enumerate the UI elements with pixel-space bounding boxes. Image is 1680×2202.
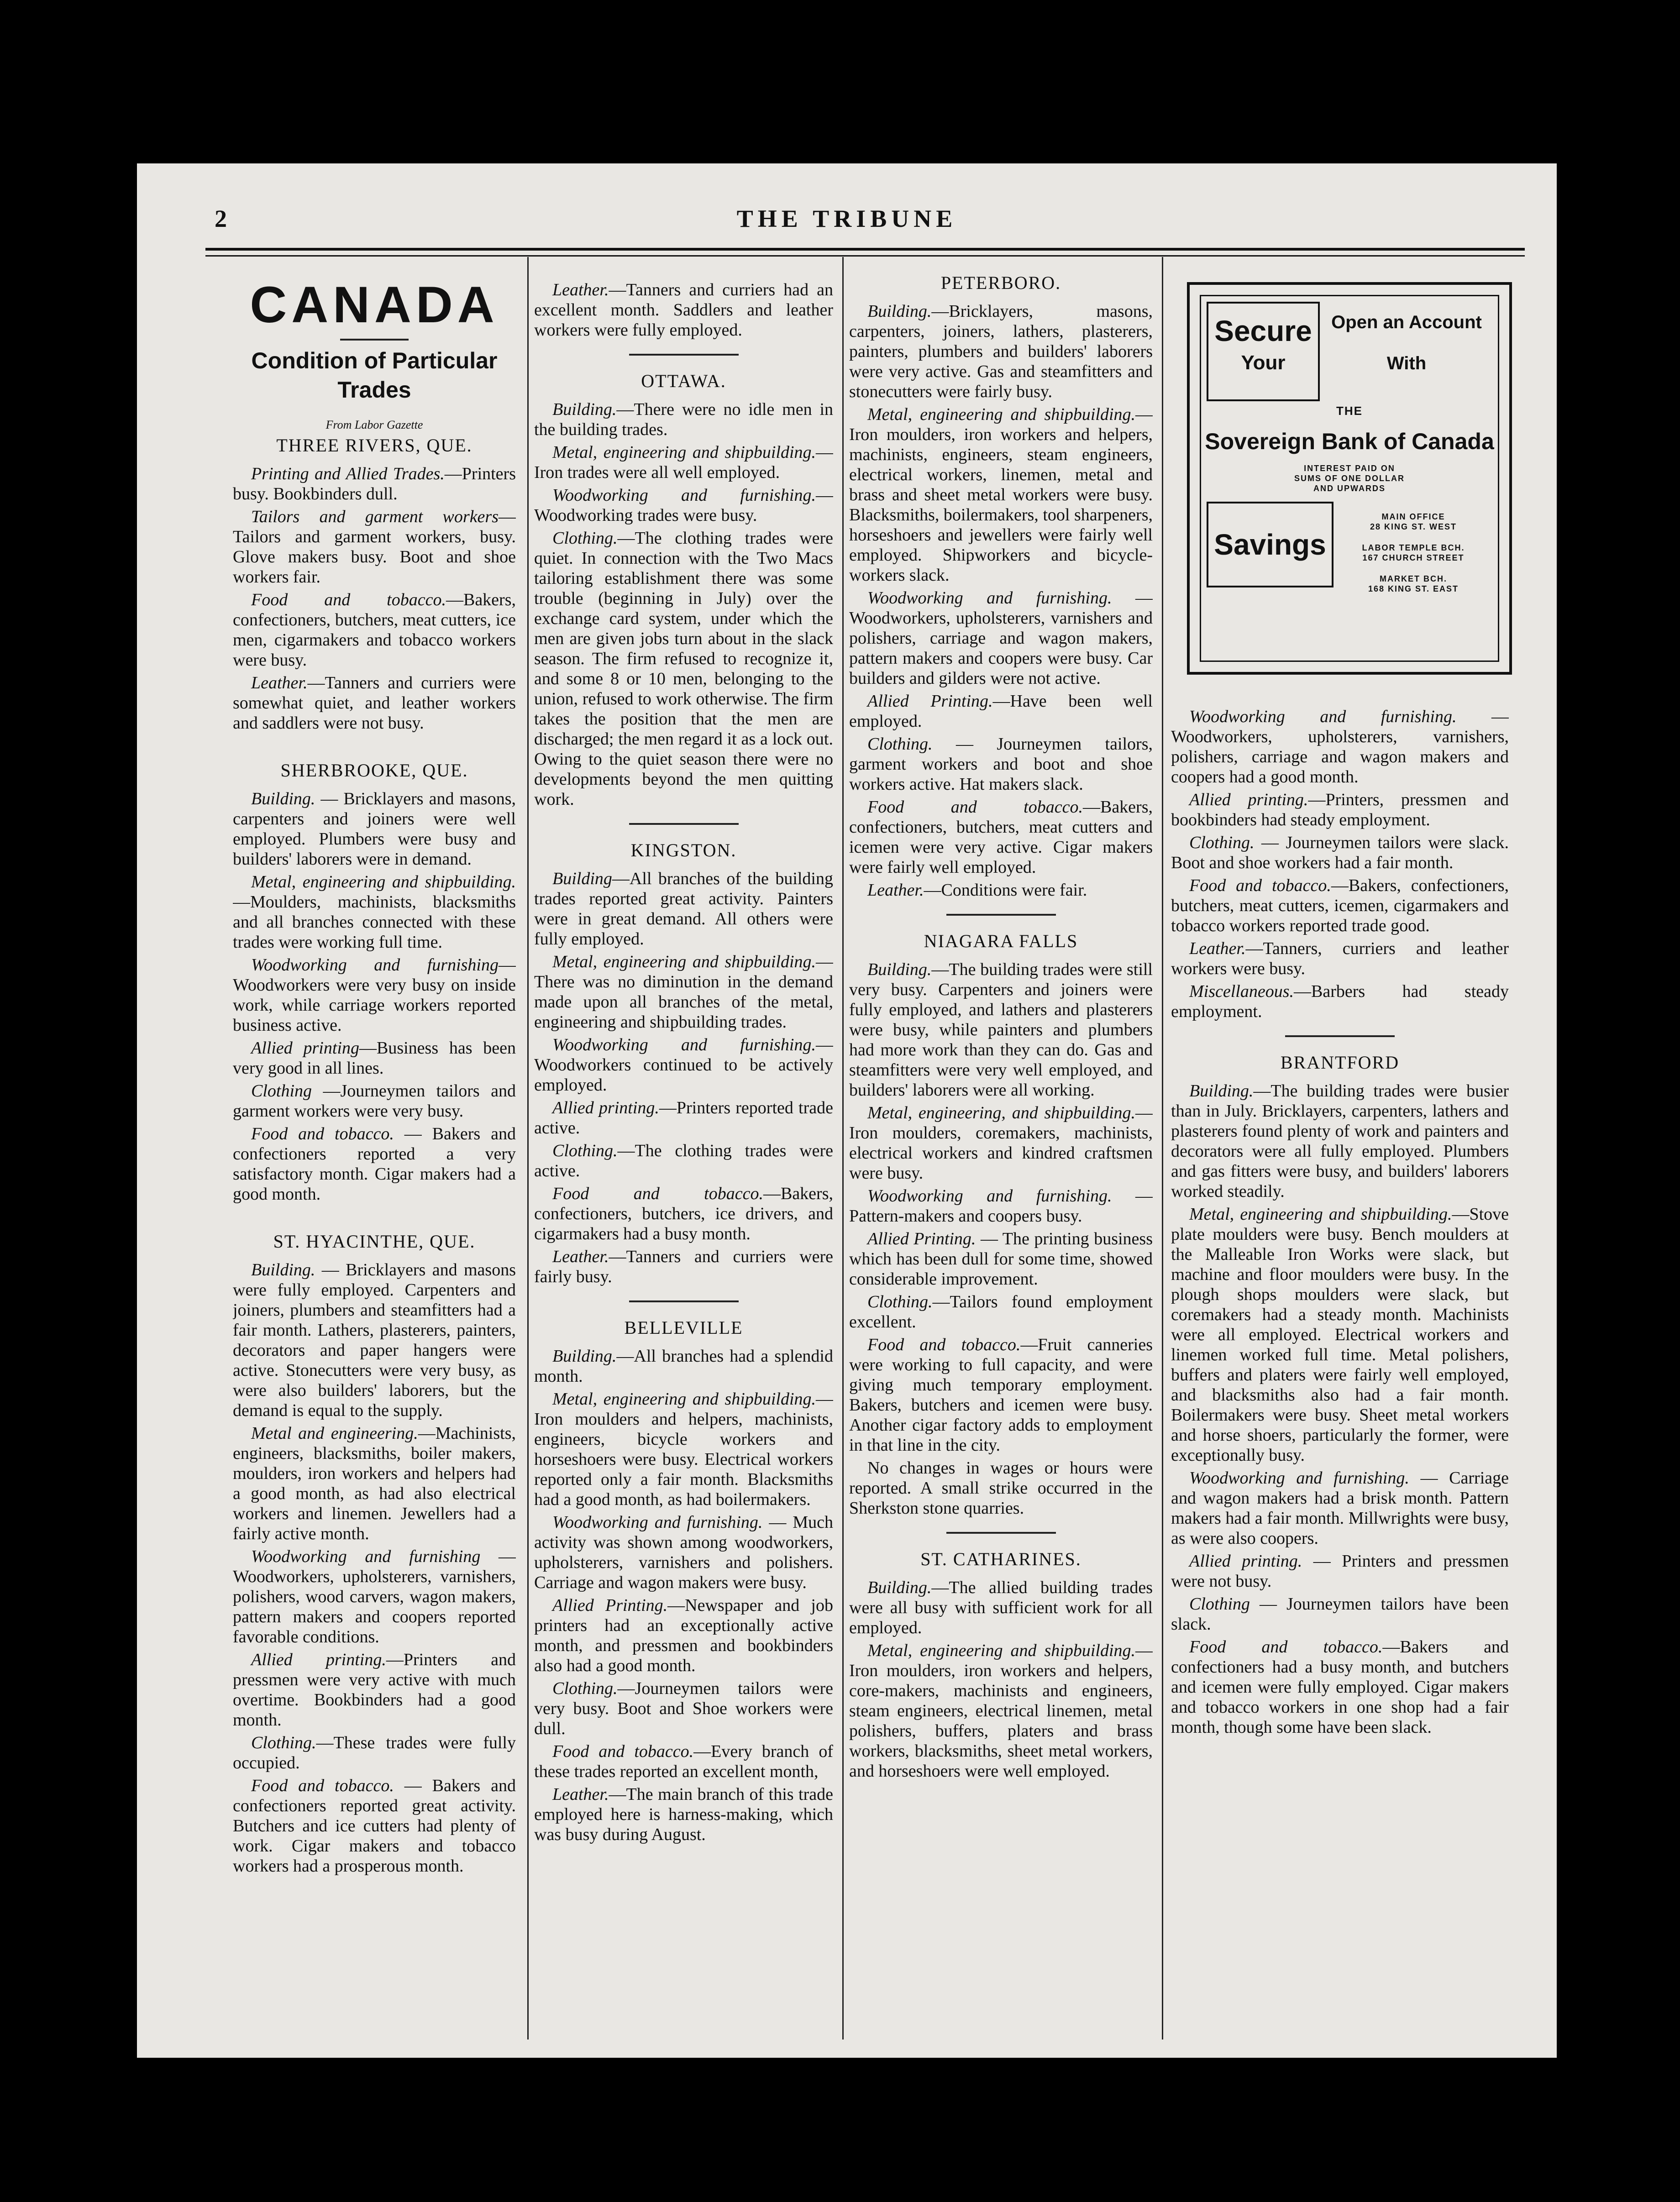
article-paragraph: Building. — Bricklayers and masons, carpenters and joiners were well employed. Plumbers were busy and builders' laborers were in demand. <box>233 789 516 869</box>
ad-secure: Secure <box>1214 315 1312 347</box>
article-paragraph: Woodworking and furnishing.—Woodworking trades were busy. <box>534 486 833 525</box>
ad-your: Your <box>1241 351 1286 374</box>
article-paragraph: Clothing.—Tailors found employment excellent. <box>849 1292 1153 1332</box>
article-paragraph: Woodworking and furnishing.—Woodworkers continued to be actively employed. <box>534 1035 833 1095</box>
article-paragraph: Clothing.—The clothing trades were quiet. In connection with the Two Macs tailoring establishment there was some trouble (beginning in July) over the exchange card system, under which the men are given jobs turn about in the slack season. The firm refused to recognize it, and some 8 or 10 men, belonging to the union, refused to work otherwise. The firm takes the position that the men are discharged; the men regard it as a lock out. Owing to the quiet season there were no developments beyond the men quitting work. <box>534 529 833 809</box>
city-heading: NIAGARA FALLS <box>924 931 1078 951</box>
article-paragraph: Food and tobacco. — Bakers and confectioners reported great activity. Butchers and ice cutters had plenty of work. Cigar makers and tobacco workers had a prosperous month. <box>233 1776 516 1876</box>
article-paragraph: Woodworking and furnishing — Woodworkers, upholsterers, varnishers, polishers, wood carvers, wagon makers, pattern makers and coopers reported favorable conditions. <box>233 1547 516 1646</box>
article-paragraph: Tailors and garment workers—Tailors and garment workers, busy. Glove makers busy. Boot and shoe workers fair. <box>233 507 516 587</box>
ad-the: THE <box>1336 404 1363 418</box>
ad-savings: Savings <box>1214 528 1326 561</box>
article-paragraph: Printing and Allied Trades.—Printers busy. Bookbinders dull. <box>233 464 516 503</box>
article-paragraph: Building. — Bricklayers and masons were fully employed. Carpenters and joiners, plumbers and steamfitters had a fair month. Lathers, plasterers, painters, decorators and paper hangers were active. Stonecutters were very busy, as were also builders' laborers, but the demand is equal to the supply. <box>233 1260 516 1420</box>
article-paragraph: Building.—The allied building trades were all busy with sufficient work for all employed. <box>849 1578 1153 1637</box>
article-paragraph: Food and tobacco. — Bakers and confectioners reported a very satisfactory month. Cigar makers had a good month. <box>233 1124 516 1204</box>
ad-branch: 167 CHURCH STREET <box>1362 553 1465 562</box>
section-separator <box>629 823 739 825</box>
ad-with: With <box>1386 353 1427 373</box>
article-paragraph: Woodworking and furnishing. — Woodworkers, upholsterers, varnishers and polishers, carriage and wagon makers, pattern makers and coopers were busy. Car builders and gilders were not active. <box>849 588 1153 688</box>
article-paragraph: Clothing. — Journeymen tailors, garment workers and boot and shoe workers active. Hat makers slack. <box>849 734 1153 794</box>
article-paragraph: Building—All branches of the building trades reported great activity. Painters were in great demand. All others were fully employed. <box>534 869 833 949</box>
article-paragraph: Allied printing—Business has been very good in all lines. <box>233 1038 516 1078</box>
article-paragraph: Clothing. — Journeymen tailors were slack. Boot and shoe workers had a fair month. <box>1171 833 1509 872</box>
source-credit: From Labor Gazette <box>326 418 423 431</box>
savings-box <box>1207 502 1334 587</box>
section-separator <box>946 1532 1056 1534</box>
article-paragraph: Metal, engineering and shipbuilding.—Iron moulders, iron workers and helpers, machinists, engineers, steam engineers, electrical workers, linemen, metal and brass and sheet metal workers were busy. Blacksmiths, boilermakers, tool sharpeners, horseshoers and jewellers were fairly well employed. Shipworkers and bicycle-workers slack. <box>849 405 1153 585</box>
article-paragraph: Metal, engineering and shipbuilding.—Iron moulders, iron workers and helpers, core-makers, machinists and engineers, steam engineers, electrical linemen, metal polishers, buffers, platers and brass workers, blacksmiths, sheet metal workers, and horseshoers were well employed. <box>849 1641 1153 1781</box>
article-paragraph: Clothing.—Journeymen tailors were very busy. Boot and Shoe workers were dull. <box>534 1679 833 1738</box>
article-paragraph: Metal, engineering and shipbuilding.—Stove plate moulders were busy. Bench moulders at the Malleable Iron Works were slack, but machine and floor moulders were busy. In the plough shops moulders were slack, but coremakers had a steady month. Machinists were all employed. Electrical workers and linemen worked full time. Metal polishers, buffers and platers were fairly well employed, and blacksmiths also had a fair month. Boilermakers were busy. Sheet metal workers and horse shoers, particularly the former, were exceptionally busy. <box>1171 1205 1509 1465</box>
secure-box <box>1207 302 1320 401</box>
article-paragraph: Metal and engineering.—Machinists, engineers, blacksmiths, boiler makers, moulders, iron workers and helpers had a good month, as had also electrical workers and linemen. Jewellers had a fairly active month. <box>233 1424 516 1543</box>
ad-interest-line: AND UPWARDS <box>1313 484 1386 493</box>
article-paragraph: Food and tobacco.—Bakers, confectioners, butchers, meat cutters and icemen were very active. Cigar makers were fairly well employed. <box>849 797 1153 877</box>
article-paragraph: Allied printing. — Printers and pressmen were not busy. <box>1171 1552 1509 1591</box>
article-paragraph: Clothing.—The clothing trades were active. <box>534 1141 833 1180</box>
article-paragraph: Building.—The building trades were still very busy. Carpenters and joiners were fully employed, and lathers and plasterers were busy, while painters and plumbers had more work than they can do. Gas and steamfitters were very well employed, and builders' laborers were all working. <box>849 960 1153 1100</box>
article-paragraph: Metal, engineering and shipbuilding.—Iron moulders and helpers, machinists, engineers, bicycle workers and horseshoers were busy. Electrical workers reported only a fair month. Blacksmiths had a good month, as had boilermakers. <box>534 1389 833 1509</box>
article-paragraph: Metal, engineering and shipbuilding.—Iron trades were all well employed. <box>534 443 833 482</box>
article-paragraph: Food and tobacco.—Bakers, confectioners, butchers, meat cutters, icemen, cigarmakers and tobacco workers reported trade good. <box>1171 876 1509 935</box>
ad-open-account: Open an Account <box>1331 312 1482 332</box>
article-paragraph: Woodworking and furnishing. — Woodworkers, upholsterers, varnishers, polishers, carriage and wagon makers and coopers had a good month. <box>1171 707 1509 786</box>
article-paragraph: Allied printing.—Printers and pressmen were very active with much overtime. Bookbinders had a good month. <box>233 1650 516 1730</box>
column-1 <box>233 282 516 2044</box>
city-heading: SHERBROOKE, QUE. <box>280 760 468 781</box>
article-paragraph: Building.—Bricklayers, masons, carpenters, joiners, lathers, plasterers, painters, plumbers and builders' laborers were very active. Gas and steamfitters and stonecutters were fairly busy. <box>849 302 1153 401</box>
article-paragraph: No changes in wages or hours were reported. A small strike occurred in the Sherkston stone quarries. <box>849 1458 1153 1518</box>
section-separator <box>946 914 1056 916</box>
article-paragraph: Woodworking and furnishing. — Much activity was shown among woodworkers, upholsterers, varnishers and polishers. Carriage and wagon makers were busy. <box>534 1513 833 1592</box>
article-paragraph: Food and tobacco.—Bakers and confectioners had a busy month, and butchers and icemen were fully employed. Cigar makers and tobacco workers in one shop had a fair month, though some have been slack. <box>1171 1637 1509 1737</box>
title-rule <box>340 339 409 341</box>
article-paragraph: Woodworking and furnishing. — Carriage and wagon makers had a brisk month. Pattern makers had a fair month. Millwrights were busy, as were also coopers. <box>1171 1468 1509 1548</box>
article-paragraph: Metal, engineering, and shipbuilding.—Iron moulders, coremakers, machinists, electrical workers and kindred craftsmen were busy. <box>849 1103 1153 1183</box>
article-paragraph: Leather.—Tanners, curriers and leather workers were busy. <box>1171 939 1509 978</box>
city-heading: KINGSTON. <box>630 840 737 860</box>
article-paragraph: Leather.—Tanners and curriers had an excellent month. Saddlers and leather workers were fully employed. <box>534 280 833 340</box>
article-paragraph: Allied printing.—Printers, pressmen and bookbinders had steady employment. <box>1171 790 1509 829</box>
city-heading: ST. CATHARINES. <box>920 1549 1082 1569</box>
newspaper-page <box>137 163 1557 2058</box>
article-paragraph: Woodworking and furnishing—Woodworkers were very busy on inside work, while carriage workers reported business active. <box>233 955 516 1035</box>
city-heading: OTTAWA. <box>641 371 726 391</box>
city-heading: BELLEVILLE <box>624 1317 743 1338</box>
article-paragraph: Leather.—The main branch of this trade employed here is harness-making, which was busy during August. <box>534 1785 833 1844</box>
ad-branch: LABOR TEMPLE BCH. <box>1362 543 1465 552</box>
column-rule <box>842 257 844 2039</box>
article-paragraph: Allied Printing. — The printing business which has been dull for some time, showed considerable improvement. <box>849 1229 1153 1289</box>
column-4 <box>1171 707 1509 2053</box>
bank-advertisement <box>1187 282 1512 675</box>
page-header <box>137 204 1557 241</box>
section-title: CANADA <box>250 282 499 333</box>
article-paragraph: Food and tobacco.—Bakers, confectioners, butchers, meat cutters, ice men, cigarmakers and tobacco workers were busy. <box>233 590 516 670</box>
article-paragraph: Clothing — Journeymen tailors have been slack. <box>1171 1594 1509 1634</box>
city-heading: PETERBORO. <box>940 273 1061 293</box>
ad-bank-name: Sovereign Bank of Canada <box>1205 429 1494 454</box>
article-paragraph: Allied Printing.—Have been well employed. <box>849 692 1153 731</box>
city-heading: BRANTFORD <box>1280 1052 1400 1073</box>
article-paragraph: Allied Printing.—Newspaper and job printers had an exceptionally active month, and pressmen and bookbinders also had a good month. <box>534 1596 833 1675</box>
header-rule <box>205 248 1525 257</box>
city-heading: ST. HYACINTHE, QUE. <box>273 1231 476 1252</box>
article-paragraph: Woodworking and furnishing. — Pattern-makers and coopers busy. <box>849 1186 1153 1226</box>
article-paragraph: Building.—The building trades were busier than in July. Bricklayers, carpenters, lathers and plasterers found plenty of work and painters and decorators were all fully employed. Plumbers and gas fitters were busy, and builders' laborers worked steadily. <box>1171 1081 1509 1201</box>
article-paragraph: Leather.—Tanners and curriers were somewhat quiet, and leather workers and saddlers were not busy. <box>233 673 516 733</box>
article-paragraph: Metal, engineering and shipbuilding.—There was no diminution in the demand made upon all branches of the metal, engineering and shipbuilding trades. <box>534 952 833 1032</box>
column-rule <box>527 257 529 2039</box>
article-paragraph: Building.—All branches had a splendid month. <box>534 1347 833 1386</box>
section-separator <box>1285 1035 1395 1037</box>
article-paragraph: Food and tobacco.—Fruit canneries were working to full capacity, and were giving much temporary employment. Bakers, butchers and icemen were busy. Another cigar factory adds to employment in that line in the city. <box>849 1335 1153 1455</box>
article-paragraph: Leather.—Tanners and curriers were fairly busy. <box>534 1247 833 1286</box>
column-rule <box>1162 257 1163 2039</box>
ad-branch: 28 KING ST. WEST <box>1370 522 1457 531</box>
article-paragraph: Clothing.—These trades were fully occupied. <box>233 1733 516 1772</box>
article-paragraph: Miscellaneous.—Barbers had steady employment. <box>1171 982 1509 1021</box>
column-3 <box>849 273 1153 2035</box>
article-paragraph: Food and tobacco.—Every branch of these trades reported an excellent month, <box>534 1742 833 1781</box>
city-heading: THREE RIVERS, QUE. <box>276 435 472 456</box>
ad-branch: MARKET BCH. <box>1380 574 1447 583</box>
column-2 <box>534 280 833 2042</box>
ad-branch: 168 KING ST. EAST <box>1368 584 1459 593</box>
ad-branch: MAIN OFFICE <box>1381 512 1445 521</box>
article-paragraph: Clothing —Journeymen tailors and garment workers were very busy. <box>233 1081 516 1121</box>
article-paragraph: Food and tobacco.—Bakers, confectioners, butchers, ice drivers, and cigarmakers had a busy month. <box>534 1184 833 1243</box>
article-paragraph: Allied printing.—Printers reported trade active. <box>534 1098 833 1138</box>
article-paragraph: Building.—There were no idle men in the building trades. <box>534 400 833 439</box>
ad-interest-line: INTEREST PAID ON <box>1304 464 1395 473</box>
article-paragraph: Metal, engineering and shipbuilding.—Moulders, machinists, blacksmiths and all branches connected with these trades were working full time. <box>233 872 516 952</box>
section-separator <box>629 1300 739 1302</box>
masthead: THE TRIBUNE <box>736 205 957 232</box>
section-separator <box>629 354 739 356</box>
page-number: 2 <box>215 205 227 232</box>
section-subtitle: Condition of Particular Trades <box>251 348 498 403</box>
ad-interest-line: SUMS OF ONE DOLLAR <box>1294 474 1405 483</box>
ad-frame <box>1200 295 1499 662</box>
article-paragraph: Leather.—Conditions were fair. <box>867 881 1087 900</box>
